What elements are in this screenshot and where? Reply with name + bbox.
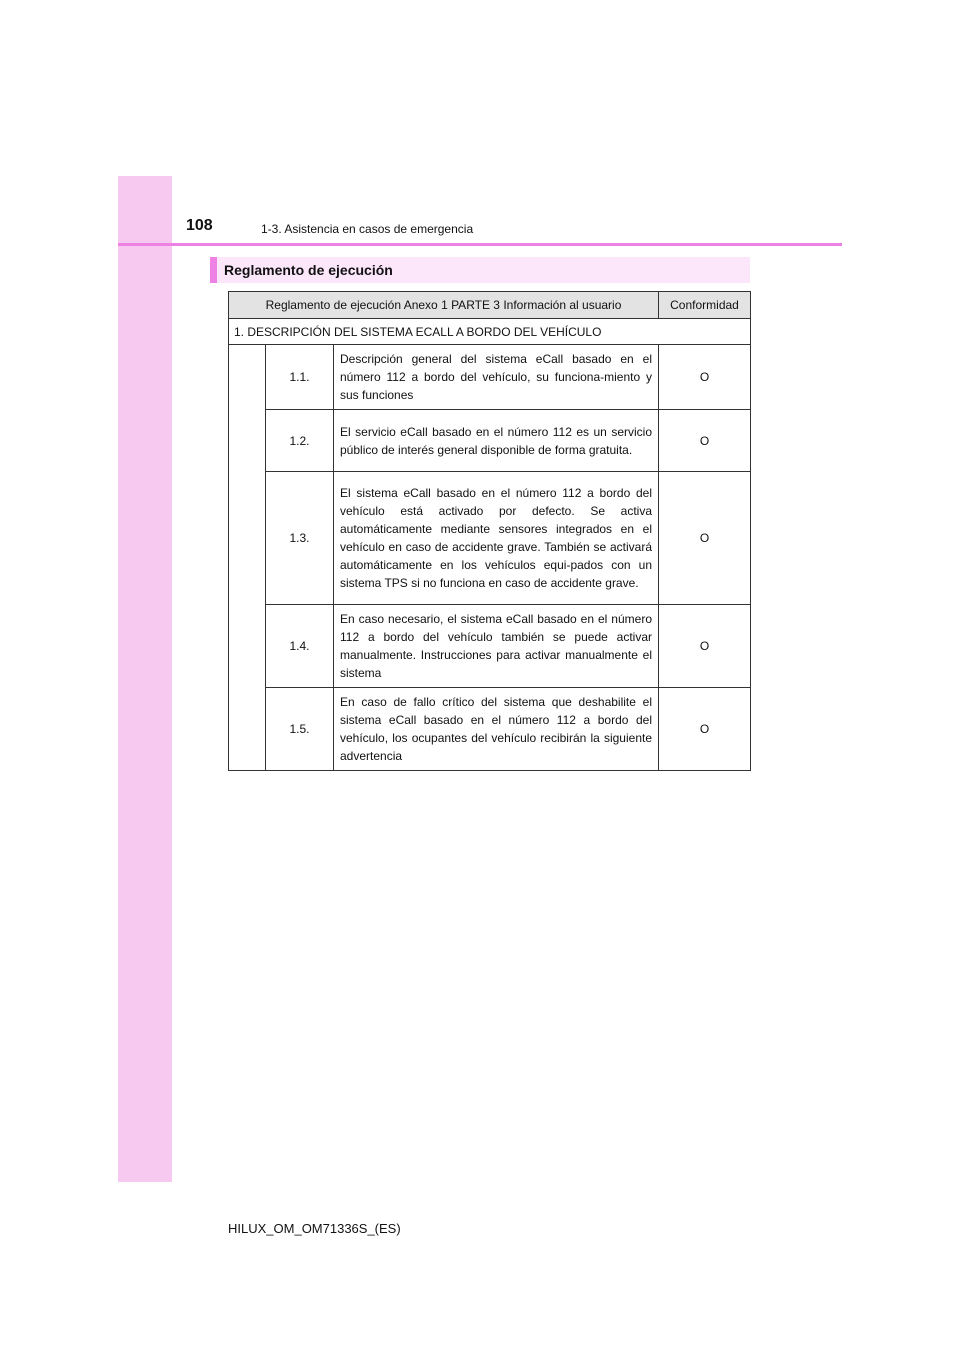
col-header-regulation: Reglamento de ejecución Anexo 1 PARTE 3 Información al usuario: [229, 292, 659, 319]
table-row: [229, 472, 751, 605]
table-row: [229, 345, 751, 410]
header-rule: [118, 243, 842, 246]
title-accent: [210, 257, 217, 283]
table-row: [229, 688, 751, 771]
regulation-table: [228, 291, 751, 771]
row-description: El sistema eCall basado en el número 112 a bordo del vehículo está activado por defecto. Se activa automáticamente mediante sensores integrados en el vehículo en caso de accidente grave. También se activará automáticamente en los vehículos equi-pados con un sistema TPS si no funciona en caso de accidente grave.: [334, 472, 659, 605]
footer-code: HILUX_OM_OM71336S_(ES): [228, 1221, 401, 1236]
page-title: Reglamento de ejecución: [224, 262, 393, 278]
table-row: [229, 410, 751, 472]
row-description: Descripción general del sistema eCall basado en el número 112 a bordo del vehículo, su funciona-miento y sus funciones: [334, 345, 659, 410]
row-description: En caso necesario, el sistema eCall basado en el número 112 a bordo del vehículo también se puede activar manualmente. Instrucciones para activar manualmente el sistema: [334, 605, 659, 688]
section-heading: 1-3. Asistencia en casos de emergencia: [261, 222, 474, 236]
table-row: [229, 605, 751, 688]
row-conformity: O: [659, 605, 751, 688]
page-number: 108: [186, 217, 213, 234]
row-description: En caso de fallo crítico del sistema que deshabilite el sistema eCall basado en el número 112 a bordo del vehículo, los ocupantes del vehículo recibirán la siguiente advertencia: [334, 688, 659, 771]
row-conformity: O: [659, 410, 751, 472]
section-row: [229, 319, 751, 345]
row-description: El servicio eCall basado en el número 112 es un servicio público de interés general disponible de forma gratuita.: [334, 410, 659, 472]
row-conformity: O: [659, 345, 751, 410]
row-number: 1.1.: [266, 345, 334, 410]
row-conformity: O: [659, 688, 751, 771]
title-bar: [210, 257, 750, 283]
row-conformity: O: [659, 472, 751, 605]
side-band: [118, 176, 172, 1182]
table-header-row: [229, 292, 751, 319]
row-number: 1.3.: [266, 472, 334, 605]
section-title: 1. DESCRIPCIÓN DEL SISTEMA ECALL A BORDO DEL VEHÍCULO: [229, 319, 751, 345]
row-number: 1.5.: [266, 688, 334, 771]
row-number: 1.2.: [266, 410, 334, 472]
indent-cell: [229, 345, 266, 771]
row-number: 1.4.: [266, 605, 334, 688]
col-header-conformity: Conformidad: [659, 292, 751, 319]
